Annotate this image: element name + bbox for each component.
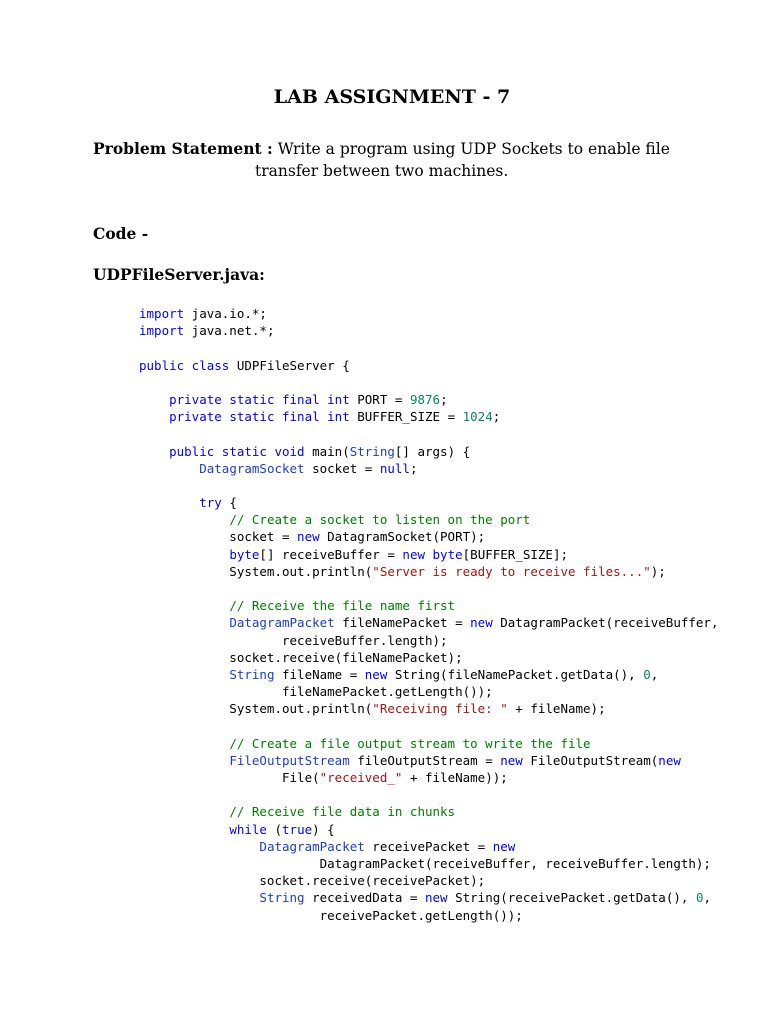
code-line [139,580,759,597]
code-line [139,889,759,906]
code-token [139,461,199,476]
code-token: new [470,615,493,631]
code-line [139,718,759,735]
code-token: System.out.println( [139,563,373,579]
code-line [139,735,759,752]
code-token: DatagramPacket(receiveBuffer, [492,615,719,631]
code-token: new [425,890,448,906]
code-token: true [282,821,313,837]
code-token [139,667,229,682]
code-token: while [229,821,267,837]
code-token [139,547,229,562]
code-line [139,700,759,717]
code-line [139,528,759,545]
code-token: public static void [169,443,305,459]
code-token: receivePacket.getLength()); [139,907,523,923]
code-line [139,821,759,838]
code-token: ; [492,409,501,425]
code-heading: Code - [93,224,149,243]
code-token: fileNamePacket = [334,615,471,631]
code-token: main( [304,443,350,459]
code-token: 0 [695,890,704,906]
code-token: new [658,752,681,768]
code-token [139,753,229,768]
code-token [139,512,229,527]
code-token: , [650,666,659,682]
code-token: File( [139,770,320,786]
code-token: 1024 [462,409,493,425]
code-token [139,615,229,630]
code-line [139,752,759,769]
code-line [139,563,759,580]
code-line [139,786,759,803]
code-token: [] args) { [394,443,471,459]
code-token: DatagramPacket [259,838,365,854]
code-line [139,357,759,374]
code-token [139,890,259,905]
code-token: java.net.*; [184,323,275,339]
code-token: , [703,890,711,906]
code-token: ; [409,460,418,476]
code-token: import [139,323,185,339]
code-token [139,409,169,424]
code-token: 9876 [409,391,441,407]
code-line [139,683,759,700]
code-line [139,494,759,511]
code-token: fileNamePacket.getLength()); [139,684,493,700]
code-token: BUFFER_SIZE = [349,409,463,425]
code-line [139,907,759,924]
code-token: DatagramSocket(PORT); [319,529,486,545]
code-token: "Receiving file: " [372,701,508,717]
code-line [139,511,759,528]
code-token: + fileName); [507,701,606,717]
code-line [139,666,759,683]
code-token: // Receive file data in chunks [229,804,456,820]
code-token: fileOutputStream = [349,752,501,768]
code-token: "received_" [319,770,403,786]
code-token: new [364,666,388,682]
code-token: socket.receive(receivePacket); [139,873,486,889]
code-token: java.io.*; [184,306,267,321]
code-token: public class [139,357,230,373]
code-line [139,477,759,494]
code-token: receiveBuffer.length); [139,632,448,648]
code-token: DatagramSocket [199,460,305,476]
problem-line-1 [93,138,713,160]
code-token [139,804,229,819]
code-line [139,374,759,391]
code-line [139,649,759,666]
code-token: private static final int [169,391,350,407]
problem-statement-label: Problem Statement : [93,139,273,158]
code-token: receivePacket = [364,838,493,854]
code-token: String [349,443,395,459]
page-title: LAB ASSIGNMENT - 7 [273,86,511,108]
code-line [139,855,759,872]
code-token: fileName = [274,666,365,682]
code-token: String(fileNamePacket.getData(), [387,666,644,682]
code-token: UDPFileServer { [229,357,350,373]
file-name-heading: UDPFileServer.java: [93,265,265,284]
code-token: String [259,890,305,906]
code-token: new [297,529,320,545]
code-token: + fileName)); [402,770,508,786]
code-line [139,632,759,649]
code-line [139,597,759,614]
problem-statement-text-1: Write a program using UDP Sockets to enable file [277,140,670,158]
code-line [139,769,759,786]
code-line [139,838,759,855]
code-token: new [500,752,523,768]
code-token: FileOutputStream [229,752,350,768]
code-token: null [379,460,410,476]
code-line [139,443,759,460]
code-token: new [492,838,516,854]
code-token: [] receiveBuffer = [259,546,403,562]
code-token: // Create a socket to listen on the port [229,512,531,528]
code-token [139,392,169,407]
code-token: { [221,495,237,511]
code-token: ( [266,821,283,837]
code-token: System.out.println( [139,701,373,717]
code-token: DatagramPacket [229,615,335,631]
code-token: private static final int [169,409,350,425]
code-line [139,425,759,442]
code-token: ); [650,563,666,579]
code-line [139,391,759,408]
code-line [139,408,759,425]
code-token [139,598,229,613]
code-token [139,839,259,854]
code-token: byte [229,546,260,562]
code-token: socket = [304,460,380,476]
code-token: DatagramPacket(receiveBuffer, receiveBuffer.length); [139,856,711,871]
code-token: String [229,666,275,682]
problem-statement-text-2: transfer between two machines. [255,162,509,180]
code-token: socket.receive(fileNamePacket); [139,649,463,665]
code-token: FileOutputStream( [522,752,659,768]
code-token: receivedData = [304,890,425,906]
code-token: "Server is ready to receive files..." [372,563,651,579]
code-token [139,495,199,510]
code-token: // Receive the file name first [229,598,456,614]
code-token: PORT = [349,391,410,407]
code-token: socket = [139,529,298,545]
code-token: // Create a file output stream to write the file [229,735,591,751]
code-line [139,460,759,477]
code-token [139,822,229,837]
code-token [139,444,169,459]
code-token: String(receivePacket.getData(), [447,890,696,906]
code-block [139,305,759,924]
code-token [139,736,229,751]
code-token: [BUFFER_SIZE]; [462,546,568,562]
code-token: try [199,495,222,511]
code-line [139,872,759,889]
code-line [139,614,759,631]
code-line [139,322,759,339]
code-line [139,339,759,356]
code-token: 0 [643,666,651,682]
code-line [139,305,759,322]
code-token: ) { [312,821,335,837]
code-token: import [139,306,185,321]
problem-statement [93,138,713,182]
code-token: ; [440,391,448,407]
code-line [139,803,759,820]
code-line [139,546,759,563]
code-token: new byte [402,546,463,562]
